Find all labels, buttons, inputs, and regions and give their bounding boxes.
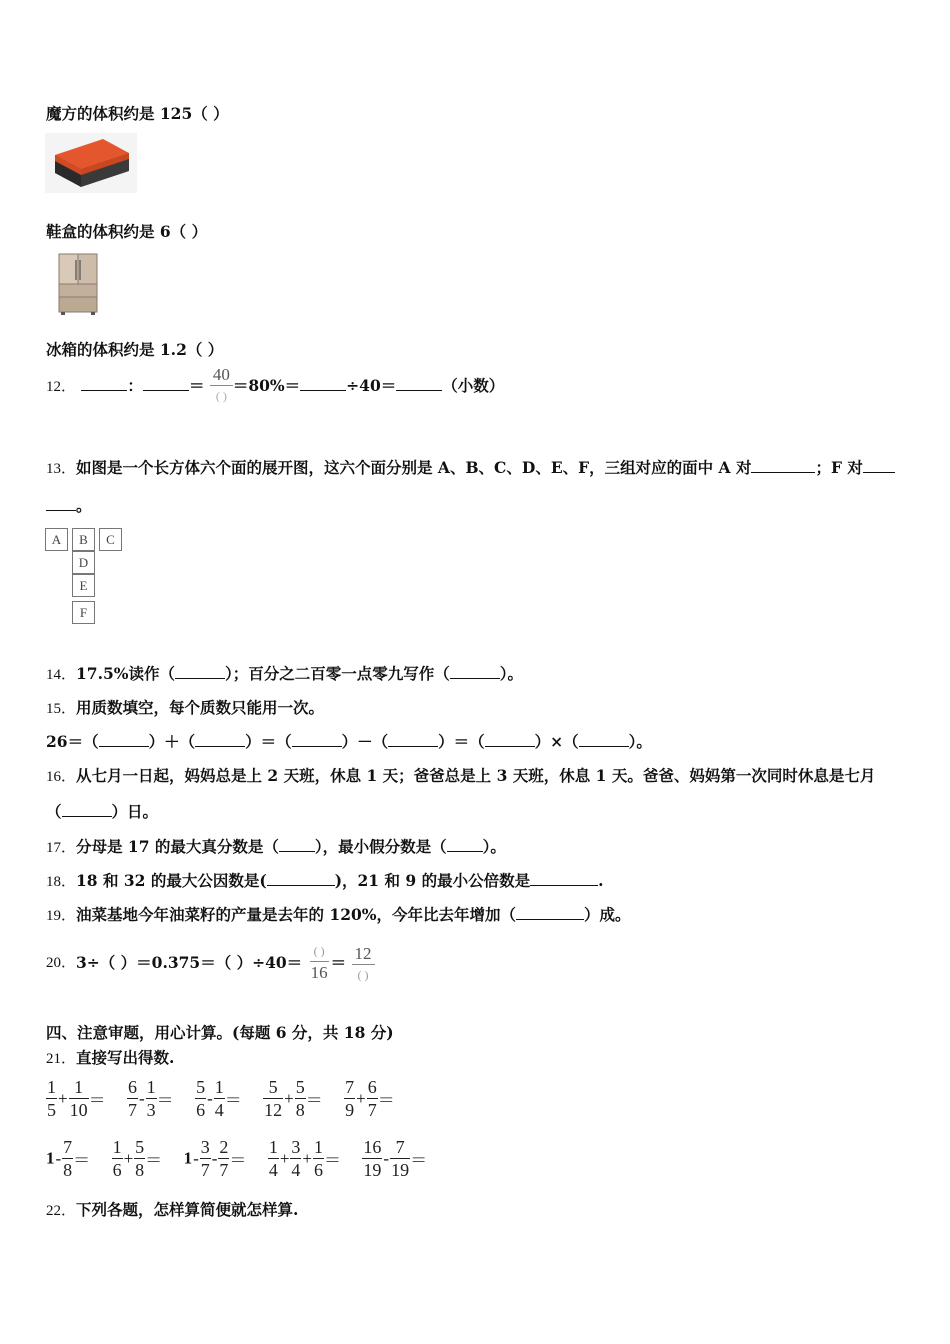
- question-text: 用质数填空，每个质数只能用一次。: [76, 698, 325, 717]
- question-text: ）。: [482, 837, 506, 856]
- answer-blank[interactable]: [99, 732, 149, 747]
- question-text: )，21 和 9 的最小公倍数是: [334, 871, 531, 890]
- expression-7[interactable]: $\frac{1}{6}$ + $\frac{5}{8}$ ＝: [112, 1137, 163, 1180]
- answer-blank[interactable]: [195, 732, 245, 747]
- question-number: 17．: [46, 840, 77, 856]
- question-number: 18．: [46, 874, 77, 890]
- decimal-hint: （小数）: [442, 376, 505, 395]
- equation-text: ）－（: [341, 732, 389, 751]
- divide-40: ÷40＝: [346, 376, 397, 395]
- expression-6[interactable]: 1- $\frac{7}{8}$ ＝: [46, 1137, 91, 1180]
- equals: ＝: [330, 953, 347, 972]
- answer-blank[interactable]: [143, 376, 189, 391]
- net-face-f: F: [72, 601, 95, 624]
- fridge-image: [55, 252, 101, 316]
- expression-9[interactable]: $\frac{1}{4}$ + $\frac{3}{4}$ + $\frac{1}{6}$ ＝: [268, 1137, 342, 1180]
- question-text: ）成。: [584, 905, 631, 924]
- question-text: 18 和 32 的最大公因数是(: [76, 871, 267, 890]
- fraction-40-over-blank[interactable]: $\frac{40}{( )}$: [210, 366, 233, 402]
- expression-3[interactable]: $\frac{5}{6}$ - $\frac{1}{4}$ ＝: [196, 1077, 242, 1120]
- net-face-b: B: [72, 528, 95, 551]
- question-text: ）日。: [111, 802, 159, 821]
- mental-math-row-1: [46, 1078, 411, 1119]
- fridge-volume-line: 冰箱的体积约是 1.2（ ）: [46, 340, 224, 359]
- equation-text: ）＋（: [148, 732, 196, 751]
- answer-blank[interactable]: [751, 458, 815, 473]
- fraction-blank-over-16[interactable]: $\frac{( )}{16}$: [310, 944, 328, 982]
- question-text: 17.5%读作（: [76, 664, 175, 683]
- answer-blank[interactable]: [450, 664, 500, 679]
- question-21: [46, 1046, 174, 1068]
- answer-blank[interactable]: [62, 802, 112, 817]
- question-15: [46, 696, 324, 718]
- question-14: [46, 662, 523, 684]
- question-16-cont: [46, 800, 158, 822]
- question-text: 直接写出得数.: [76, 1048, 175, 1067]
- equation-text: ）＝（: [245, 732, 292, 751]
- equals: ＝: [188, 376, 205, 395]
- question-18: [46, 869, 603, 891]
- net-face-e: E: [72, 574, 95, 597]
- answer-blank[interactable]: [292, 732, 342, 747]
- question-text: ），最小假分数是（: [314, 837, 447, 856]
- question-20: [46, 945, 375, 981]
- question-number: 14．: [46, 667, 77, 683]
- question-text: .: [598, 871, 604, 890]
- expression-2[interactable]: $\frac{6}{7}$ - $\frac{1}{3}$ ＝: [128, 1077, 174, 1120]
- answer-blank[interactable]: [863, 458, 895, 473]
- question-13-cont: [46, 494, 92, 516]
- question-number: 13．: [46, 461, 77, 477]
- answer-blank[interactable]: [267, 871, 335, 886]
- answer-blank[interactable]: [81, 376, 127, 391]
- expression-10[interactable]: $\frac{16}{19}$ - $\frac{7}{19}$ ＝: [363, 1137, 428, 1180]
- answer-blank[interactable]: [530, 871, 598, 886]
- expression-1[interactable]: $\frac{1}{5}$ + $\frac{1}{10}$ ＝: [47, 1077, 106, 1120]
- shoebox-volume-line: 鞋盒的体积约是 6（ ）: [46, 222, 208, 241]
- answer-blank[interactable]: [279, 837, 315, 852]
- answer-blank[interactable]: [175, 664, 225, 679]
- question-number: 15．: [46, 701, 77, 717]
- fraction-12-over-blank[interactable]: $\frac{12}{( )}$: [352, 945, 375, 981]
- question-text: 分母是 17 的最大真分数是（: [76, 837, 279, 856]
- equation-text: 26＝（: [46, 732, 99, 751]
- question-number: 20．: [46, 955, 77, 971]
- question-22: [46, 1198, 298, 1220]
- answer-blank[interactable]: [516, 905, 584, 920]
- equals-80-percent: ＝80%＝: [232, 376, 301, 395]
- question-text: ）。: [499, 664, 524, 683]
- expression-4[interactable]: $\frac{5}{12}$ + $\frac{5}{8}$ ＝: [264, 1077, 323, 1120]
- answer-blank[interactable]: [396, 376, 442, 391]
- equation-text: ）＝（: [438, 732, 485, 751]
- question-text: （: [46, 802, 62, 821]
- expression-8[interactable]: 1- $\frac{3}{7}$ - $\frac{2}{7}$ ＝: [183, 1137, 247, 1180]
- colon: ：: [127, 376, 143, 395]
- expression-5[interactable]: $\frac{7}{9}$ + $\frac{6}{7}$ ＝: [345, 1077, 395, 1120]
- answer-blank[interactable]: [579, 732, 629, 747]
- net-face-a: A: [45, 528, 68, 551]
- equation-text: ）×（: [534, 732, 579, 751]
- net-face-d: D: [72, 551, 95, 574]
- answer-blank[interactable]: [46, 496, 76, 511]
- question-15-equation: [46, 730, 652, 752]
- question-19: [46, 903, 631, 925]
- question-number: 22．: [46, 1203, 77, 1219]
- question-text: 从七月一日起，妈妈总是上 2 天班，休息 1 天；爸爸总是上 3 天班，休息 1 天。爸爸、妈妈第一次同时休息是七月: [76, 766, 876, 785]
- question-text: 如图是一个长方体六个面的展开图，这六个面分别是 A、B、C、D、E、F，三组对应的面中 A 对: [76, 458, 752, 477]
- question-16: [46, 764, 875, 786]
- net-face-c: C: [99, 528, 122, 551]
- mental-math-row-2: [46, 1138, 443, 1179]
- section-4-title: 四、注意审题，用心计算。(每题 6 分，共 18 分): [46, 1023, 394, 1042]
- question-text: ；F 对: [815, 458, 863, 477]
- question-12: [46, 365, 505, 403]
- question-13: [46, 456, 895, 478]
- answer-blank[interactable]: [388, 732, 438, 747]
- cube-box-image: [45, 133, 137, 193]
- question-number: 16．: [46, 769, 77, 785]
- question-17: [46, 835, 506, 857]
- period: 。: [76, 496, 92, 515]
- question-number: 12．: [46, 379, 77, 395]
- question-number: 19．: [46, 908, 77, 924]
- answer-blank[interactable]: [485, 732, 535, 747]
- answer-blank[interactable]: [447, 837, 483, 852]
- answer-blank[interactable]: [300, 376, 346, 391]
- question-text: ）；百分之二百零一点零九写作（: [225, 664, 450, 683]
- question-text: 下列各题，怎样算简便就怎样算.: [76, 1200, 299, 1219]
- equation-text: ）。: [628, 732, 652, 751]
- question-number: 21．: [46, 1051, 77, 1067]
- question-text: 油菜基地今年油菜籽的产量是去年的 120%，今年比去年增加（: [76, 905, 516, 924]
- question-text: 3÷（ ）＝0.375＝（ ）÷40＝: [76, 953, 303, 972]
- cube-volume-line: 魔方的体积约是 125（ ）: [46, 104, 229, 123]
